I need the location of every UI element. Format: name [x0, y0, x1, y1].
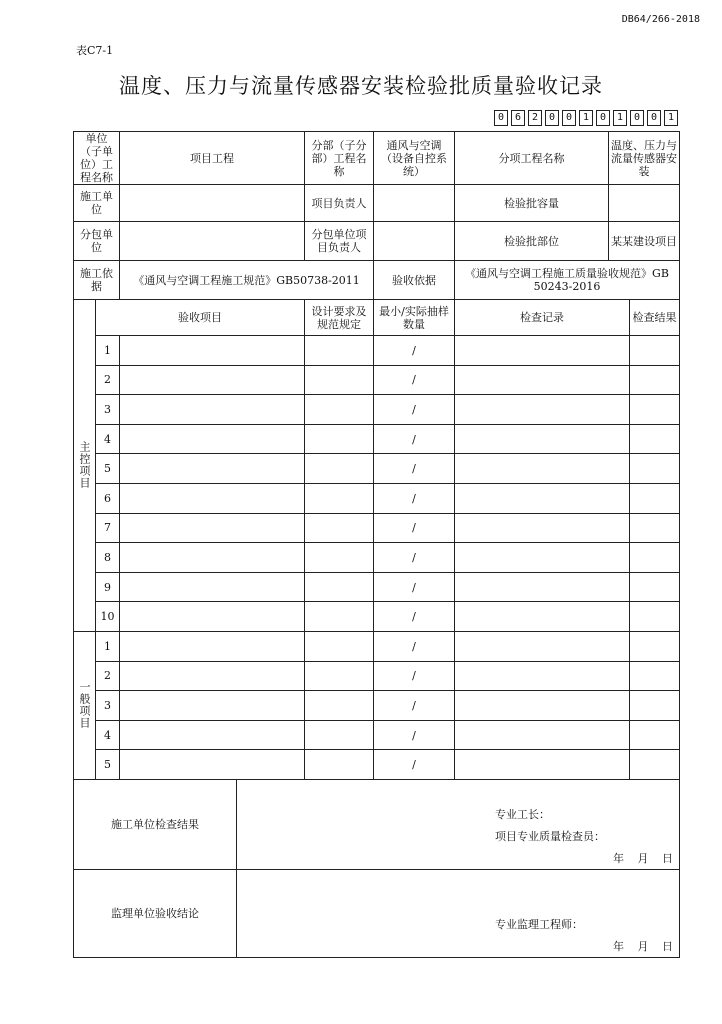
table-row	[74, 750, 680, 780]
design-cell[interactable]	[305, 513, 374, 543]
capacity-value[interactable]	[609, 185, 680, 222]
col-item: 验收项目	[96, 300, 305, 336]
general-items-label: 一般项目	[74, 631, 96, 779]
code-boxes	[494, 110, 678, 126]
record-cell[interactable]	[455, 750, 630, 780]
code-digit: 1	[613, 110, 627, 126]
sample-cell[interactable]: /	[374, 365, 455, 395]
table-row	[74, 691, 680, 721]
col-result: 检查结果	[630, 300, 680, 336]
result-cell[interactable]	[630, 543, 680, 573]
item-cell[interactable]	[120, 543, 305, 573]
engineer-label: 专业监理工程师：	[495, 917, 583, 931]
code-digit: 0	[596, 110, 610, 126]
item-cell[interactable]	[120, 513, 305, 543]
result-cell[interactable]	[630, 424, 680, 454]
table-row	[74, 424, 680, 454]
item-cell[interactable]	[120, 661, 305, 691]
result-cell[interactable]	[630, 720, 680, 750]
inspector-label: 项目专业质量检查员：	[495, 829, 605, 843]
record-cell[interactable]	[455, 424, 630, 454]
code-digit: 0	[545, 110, 559, 126]
capacity-label: 检验批容量	[455, 185, 609, 222]
row-number: 2	[96, 365, 120, 395]
sample-cell[interactable]: /	[374, 424, 455, 454]
pm-value[interactable]	[374, 185, 455, 222]
item-cell[interactable]	[120, 395, 305, 425]
item-cell[interactable]	[120, 631, 305, 661]
col-record: 检查记录	[455, 300, 630, 336]
accept-value[interactable]: 《通风与空调工程施工质量验收规范》GB 50243-2016	[455, 261, 680, 300]
code-digit: 0	[494, 110, 508, 126]
page-title: 温度、压力与流量传感器安装检验批质量验收记录	[119, 74, 603, 98]
row-number: 5	[96, 750, 120, 780]
main-items-label: 主控项目	[74, 300, 96, 632]
sample-cell[interactable]: /	[374, 336, 455, 366]
design-cell[interactable]	[305, 395, 374, 425]
record-cell[interactable]	[455, 395, 630, 425]
contractor-check-area[interactable]	[237, 779, 680, 869]
design-cell[interactable]	[305, 424, 374, 454]
code-digit: 0	[647, 110, 661, 126]
row-number: 3	[96, 691, 120, 721]
subpart-value[interactable]: 通风与空调（设备自控系统）	[374, 132, 455, 185]
unit-label: 单位（子单位）工程名称	[74, 132, 120, 185]
design-cell[interactable]	[305, 661, 374, 691]
table-row	[74, 395, 680, 425]
design-cell[interactable]	[305, 631, 374, 661]
sample-cell[interactable]: /	[374, 631, 455, 661]
table-row	[74, 454, 680, 484]
sample-cell[interactable]: /	[374, 750, 455, 780]
sample-cell[interactable]: /	[374, 661, 455, 691]
row-number: 9	[96, 572, 120, 602]
result-cell[interactable]	[630, 602, 680, 632]
result-cell[interactable]	[630, 631, 680, 661]
code-digit: 1	[579, 110, 593, 126]
unit-value[interactable]: 项目工程	[120, 132, 305, 185]
accept-label: 验收依据	[374, 261, 455, 300]
result-cell[interactable]	[630, 572, 680, 602]
result-cell[interactable]	[630, 483, 680, 513]
subpart-label: 分部（子分部）工程名称	[305, 132, 374, 185]
table-row	[74, 483, 680, 513]
basis-label: 施工依据	[74, 261, 120, 300]
item-value[interactable]: 温度、压力与流量传感器安装	[609, 132, 680, 185]
item-cell[interactable]	[120, 454, 305, 484]
location-value[interactable]: 某某建设项目	[609, 222, 680, 261]
basis-value[interactable]: 《通风与空调工程施工规范》GB50738-2011	[120, 261, 374, 300]
sample-cell[interactable]: /	[374, 720, 455, 750]
record-cell[interactable]	[455, 336, 630, 366]
result-cell[interactable]	[630, 336, 680, 366]
row-number: 4	[96, 424, 120, 454]
item-cell[interactable]	[120, 691, 305, 721]
contractor-value[interactable]	[120, 185, 305, 222]
row-number: 8	[96, 543, 120, 573]
col-sample: 最小/实际抽样数量	[374, 300, 455, 336]
record-cell[interactable]	[455, 661, 630, 691]
item-cell[interactable]	[120, 572, 305, 602]
record-cell[interactable]	[455, 720, 630, 750]
item-label: 分项工程名称	[455, 132, 609, 185]
row-number: 2	[96, 661, 120, 691]
record-cell[interactable]	[455, 543, 630, 573]
sample-cell[interactable]: /	[374, 513, 455, 543]
table-row	[74, 572, 680, 602]
design-cell[interactable]	[305, 572, 374, 602]
item-cell[interactable]	[120, 720, 305, 750]
sample-cell[interactable]: /	[374, 395, 455, 425]
record-cell[interactable]	[455, 572, 630, 602]
sample-cell[interactable]: /	[374, 602, 455, 632]
table-row	[74, 631, 680, 661]
code-digit: 1	[664, 110, 678, 126]
table-row	[74, 543, 680, 573]
table-row	[74, 513, 680, 543]
result-cell[interactable]	[630, 691, 680, 721]
design-cell[interactable]	[305, 691, 374, 721]
foreman-label: 专业工长：	[495, 807, 550, 821]
result-cell[interactable]	[630, 661, 680, 691]
col-design: 设计要求及规范规定	[305, 300, 374, 336]
row-number: 1	[96, 336, 120, 366]
record-cell[interactable]	[455, 631, 630, 661]
result-cell[interactable]	[630, 454, 680, 484]
result-cell[interactable]	[630, 750, 680, 780]
table-number: 表C7-1	[76, 44, 114, 57]
contractor-label: 施工单位	[74, 185, 120, 222]
row-number: 7	[96, 513, 120, 543]
contractor-date: 年 月 日	[613, 851, 673, 865]
sub-pm-label: 分包单位项目负责人	[305, 222, 374, 261]
design-cell[interactable]	[305, 750, 374, 780]
table-row	[74, 720, 680, 750]
supervisor-date: 年 月 日	[613, 939, 673, 953]
row-number: 5	[96, 454, 120, 484]
item-cell[interactable]	[120, 336, 305, 366]
result-cell[interactable]	[630, 365, 680, 395]
sub-pm-value[interactable]	[374, 222, 455, 261]
row-number: 3	[96, 395, 120, 425]
result-cell[interactable]	[630, 395, 680, 425]
code-digit: 0	[630, 110, 644, 126]
design-cell[interactable]	[305, 483, 374, 513]
sub-value[interactable]	[120, 222, 305, 261]
design-cell[interactable]	[305, 336, 374, 366]
row-number: 1	[96, 631, 120, 661]
design-cell[interactable]	[305, 720, 374, 750]
row-number: 10	[96, 602, 120, 632]
design-cell[interactable]	[305, 365, 374, 395]
record-cell[interactable]	[455, 365, 630, 395]
item-cell[interactable]	[120, 750, 305, 780]
code-digit: 2	[528, 110, 542, 126]
result-cell[interactable]	[630, 513, 680, 543]
code-digit: 6	[511, 110, 525, 126]
location-label: 检验批部位	[455, 222, 609, 261]
contractor-check-label: 施工单位检查结果	[74, 779, 237, 869]
pm-label: 项目负责人	[305, 185, 374, 222]
supervisor-check-area[interactable]	[237, 869, 680, 957]
row-number: 4	[96, 720, 120, 750]
code-digit: 0	[562, 110, 576, 126]
sample-cell[interactable]: /	[374, 483, 455, 513]
sample-cell[interactable]: /	[374, 454, 455, 484]
design-cell[interactable]	[305, 454, 374, 484]
record-cell[interactable]	[455, 454, 630, 484]
sub-label: 分包单位	[74, 222, 120, 261]
record-cell[interactable]	[455, 513, 630, 543]
table-row	[74, 661, 680, 691]
item-cell[interactable]	[120, 365, 305, 395]
item-cell[interactable]	[120, 602, 305, 632]
item-cell[interactable]	[120, 424, 305, 454]
sample-cell[interactable]: /	[374, 572, 455, 602]
sample-cell[interactable]: /	[374, 691, 455, 721]
design-cell[interactable]	[305, 602, 374, 632]
table-row	[74, 602, 680, 632]
inspection-form	[73, 131, 680, 958]
table-row	[74, 336, 680, 366]
table-row	[74, 365, 680, 395]
record-cell[interactable]	[455, 483, 630, 513]
sample-cell[interactable]: /	[374, 543, 455, 573]
design-cell[interactable]	[305, 543, 374, 573]
record-cell[interactable]	[455, 602, 630, 632]
supervisor-check-label: 监理单位验收结论	[74, 869, 237, 957]
record-cell[interactable]	[455, 691, 630, 721]
row-number: 6	[96, 483, 120, 513]
item-cell[interactable]	[120, 483, 305, 513]
standard-number: DB64/266-2018	[621, 14, 700, 25]
